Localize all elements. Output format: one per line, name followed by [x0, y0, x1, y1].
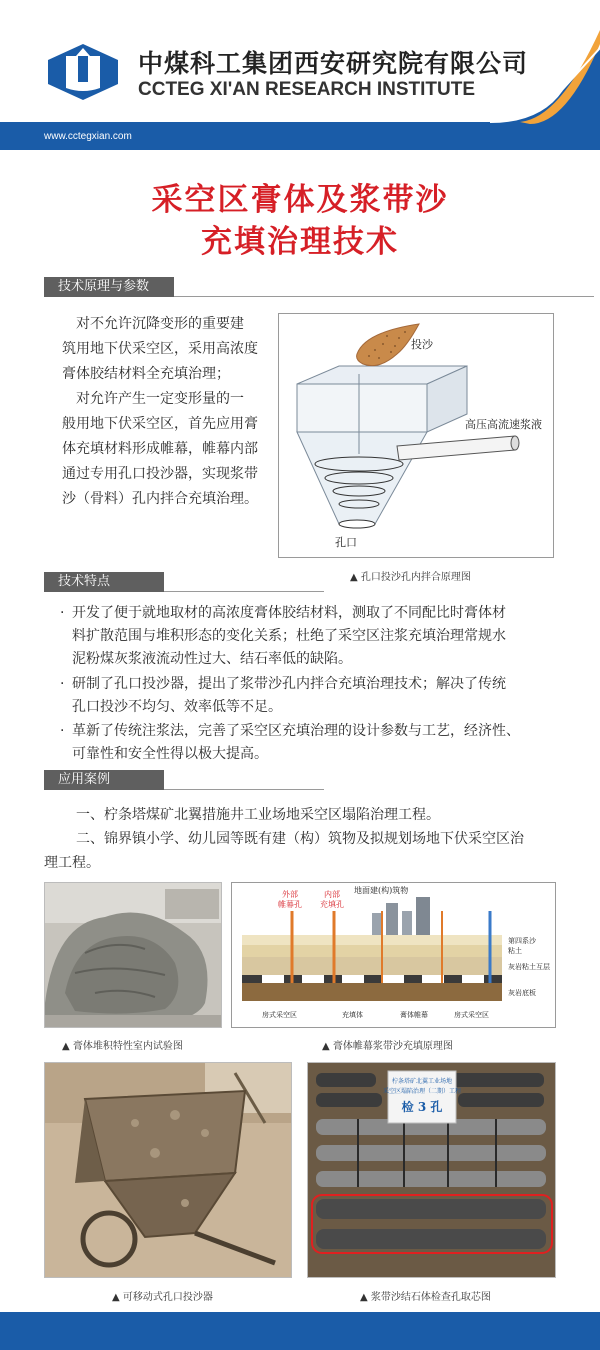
org-name-chinese: 中煤科工集团西安研究院有限公司 — [138, 49, 529, 78]
page-title-line1: 采空区膏体及浆带沙 — [151, 182, 449, 218]
section-divider — [164, 789, 324, 790]
svg-text:充填体: 充填体 — [342, 1011, 363, 1019]
svg-text:膏体帷幕: 膏体帷幕 — [400, 1011, 428, 1019]
svg-text:帷幕孔: 帷幕孔 — [278, 900, 302, 909]
bullet-mark: · — [60, 605, 65, 621]
feature-item-1: · 开发了便于就地取材的高浓度膏体胶结材料，测取了不同配比时膏体材 料扩散范围与堆积形态的变化关系；杜绝了采空区注浆充填治理常规水 泥粉煤灰浆液流动性过大、结石率低的缺陷。 — [72, 602, 572, 671]
diagram-caption: ▲ 孔口投沙孔内拌合原理图 — [350, 572, 471, 583]
section-header-cases — [44, 770, 594, 790]
sand-mixing-diagram — [279, 314, 554, 558]
section-divider — [174, 296, 594, 297]
fig1-caption: ▲ 膏体堆积特性室内试验图 — [62, 1041, 183, 1052]
svg-text:柠条塔矿北翼工业场地: 柠条塔矿北翼工业场地 — [391, 1078, 453, 1085]
photo-sand-feeder — [44, 1062, 292, 1278]
paste-pile-image — [45, 883, 222, 1028]
svg-text:检 3 孔: 检 3 孔 — [401, 1100, 443, 1114]
case-1: 一、柠条塔煤矿北翼措施井工业场地采空区塌陷治理工程。 — [76, 807, 440, 823]
section-tag: 应用案例 — [44, 770, 164, 790]
svg-text:充填孔: 充填孔 — [320, 900, 344, 909]
svg-text:地面建(构)筑物: 地面建(构)筑物 — [354, 886, 409, 895]
company-logo — [44, 42, 122, 102]
svg-text:灰岩底板: 灰岩底板 — [508, 989, 536, 997]
section-divider — [164, 591, 324, 592]
principle-paragraph-1: 对不允许沉降变形的重要建 筑用地下伏采空区，采用高浓度 膏体胶结材料全充填治理； — [62, 316, 258, 382]
label-sand: 投沙 — [411, 338, 433, 351]
bullet-mark: · — [60, 676, 65, 692]
photo-paste-pile — [44, 882, 222, 1028]
fig2-caption: ▲ 膏体帷幕浆带沙充填原理图 — [322, 1041, 453, 1052]
svg-text:房式采空区: 房式采空区 — [262, 1011, 297, 1019]
footer-bar — [0, 1312, 600, 1350]
principle-diagram — [278, 313, 554, 558]
section-header-principles — [44, 277, 594, 297]
fig3-caption: ▲ 可移动式孔口投沙器 — [112, 1292, 213, 1303]
page-header — [0, 0, 600, 150]
section-tag: 技术特点 — [44, 572, 164, 592]
svg-text:内部: 内部 — [324, 890, 340, 899]
page-title-line2: 充填治理技术 — [201, 224, 399, 260]
case-2: 二、锦界镇小学、幼儿园等既有建（构）筑物及拟规划场地下伏采空区治 理工程。 — [44, 831, 524, 871]
feature-item-2: · 研制了孔口投沙器，提出了浆带沙孔内拌合充填治理技术；解决了传统 孔口投沙不均匀、效率低等不足。 — [72, 673, 572, 719]
section-tag: 技术原理与参数 — [44, 277, 174, 297]
core-samples-image — [308, 1063, 556, 1278]
principle-paragraph-2: 对允许产生一定变形量的一 般用地下伏采空区，首先应用膏 体充填材料形成帷幕，帷幕内部 通过专用孔口投沙器，实现浆带 沙（骨料）孔内拌合充填治理。 — [62, 391, 258, 507]
curtain-principle-image — [232, 883, 556, 1028]
sand-feeder-image — [45, 1063, 292, 1278]
feature-item-3: · 革新了传统注浆法，完善了采空区充填治理的设计参数与工艺，经济性、 可靠性和安全性得以极大提高。 — [72, 720, 572, 766]
svg-text:灰岩粘土互层: 灰岩粘土互层 — [508, 963, 550, 971]
svg-text:外部: 外部 — [282, 890, 298, 899]
photo-core-samples — [307, 1062, 556, 1278]
website-url[interactable]: www.cctegxian.com — [44, 131, 132, 142]
org-name-english: CCTEG XI'AN RESEARCH INSTITUTE — [138, 79, 476, 100]
svg-text:第四系沙: 第四系沙 — [508, 937, 536, 945]
label-hole: 孔口 — [335, 536, 357, 549]
svg-text:粘土: 粘土 — [508, 947, 522, 955]
section-header-features — [44, 572, 594, 592]
curtain-diagram — [231, 882, 556, 1028]
svg-text:采空区塌陷治理（二期）工程: 采空区塌陷治理（二期）工程 — [382, 1088, 462, 1095]
svg-text:房式采空区: 房式采空区 — [454, 1011, 489, 1019]
bullet-mark: · — [60, 723, 65, 739]
fig4-caption: ▲ 浆带沙结石体检查孔取芯图 — [360, 1292, 491, 1303]
label-grout: 高压高流速浆液 — [465, 418, 542, 431]
